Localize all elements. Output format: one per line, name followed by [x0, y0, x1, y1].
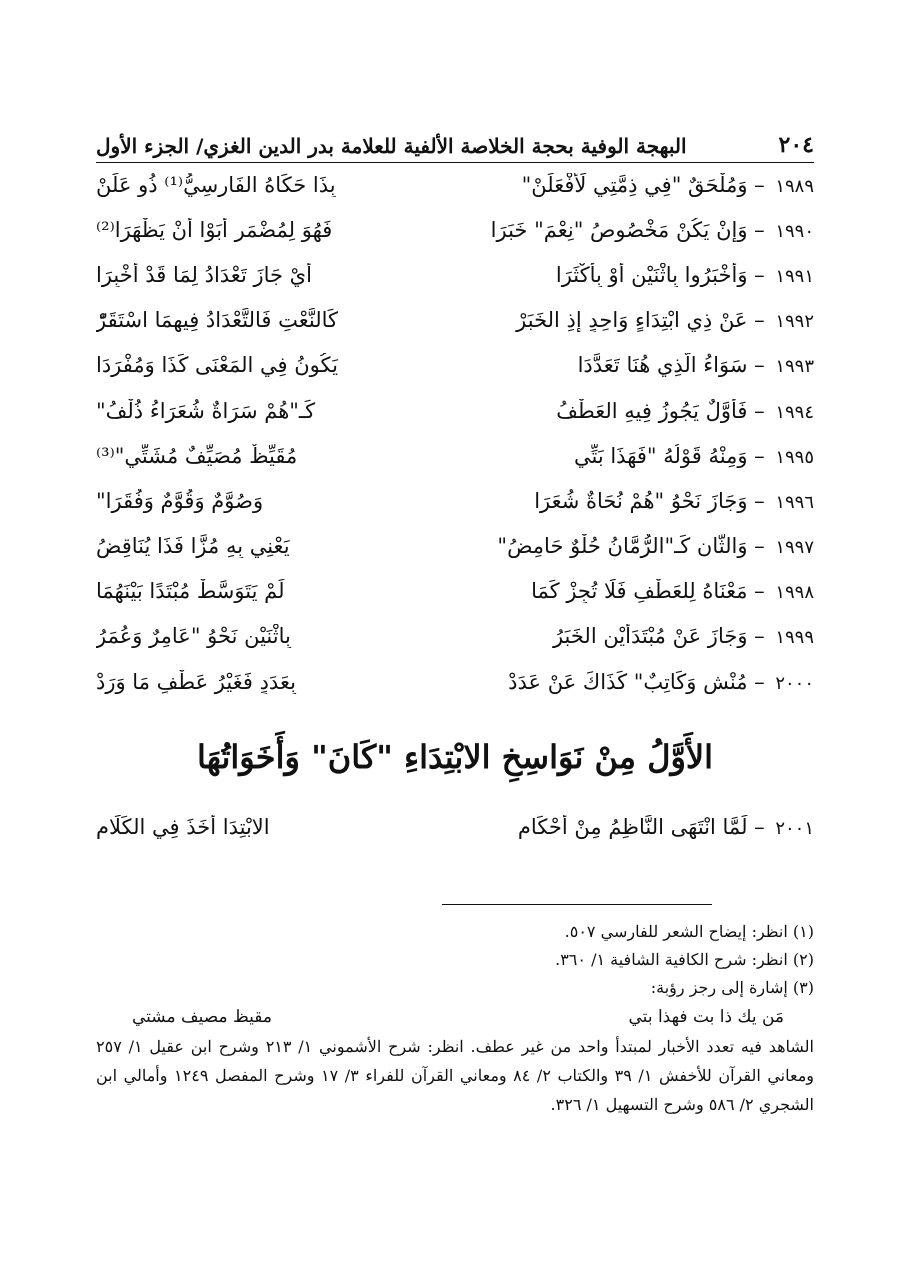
first-hemistich: ١٩٨٩ – وَمُلْحَقٌ "فِي ذِمَّتِي لَأَفْعَلَنْ"	[521, 172, 814, 197]
first-hemistich-text: وَأَخْبَرُوا بِاثْنَيْنِ أَوْ بِأَكْثَرَا	[555, 262, 748, 287]
second-hemistich: الابْتِدَا أَخَذَ فِي الكَلَامِ	[96, 814, 270, 839]
verse-number: ٢٠٠١	[775, 817, 814, 839]
verse-line	[96, 804, 814, 849]
verse-number: ١٩٨٩	[775, 175, 814, 197]
verse-line	[96, 343, 814, 388]
second-hemistich: وَصُوَّمٌ وَقُوَّمٌ وَفُقَرَا"	[96, 488, 264, 513]
verse-line	[96, 207, 814, 252]
second-hemistich: يَكُونُ فِي المَعْنَى كَذَا وَمُفْرَدَا	[96, 353, 338, 378]
page-header	[96, 118, 814, 163]
footnote-2: (٢) انظر: شرح الكافية الشافية ١/ ٣٦٠.	[555, 950, 814, 969]
verse-list	[96, 162, 814, 704]
verse-number: ١٩٩٠	[775, 220, 814, 242]
verse-line	[96, 569, 814, 614]
footnote-divider	[442, 904, 712, 905]
first-hemistich: ١٩٩٧ – وَالثَّانِ كَـ"الرُّمَّانُ حُلْوٌ حَامِضُ"	[497, 534, 814, 559]
first-hemistich-text: عَنْ ذِي ابْتِدَاءٍ وَاحِدٍ إِذِ الخَبَرْ	[516, 308, 748, 333]
first-hemistich-text: فَأَوَّلٌ يَجُوزُ فِيهِ العَطْفُ	[556, 398, 748, 423]
second-hemistich: كَـ"هُمْ سَرَاةٌ شُعَرَاءُ ذُلْفُ"	[96, 398, 316, 423]
second-hemistich: يَعْنِي بِهِ مُزًّا فَذَا يُنَاقِضُ	[96, 534, 290, 559]
verse-line	[96, 659, 814, 704]
verse-line	[96, 162, 814, 207]
first-hemistich-text: وَإِنْ يَكُنْ مَخْصُوصُ "نِعْمَ" خَبَرَا	[490, 217, 748, 242]
first-hemistich: ١٩٩١ – وَأَخْبَرُوا بِاثْنَيْنِ أَوْ بِأَكْثَرَا	[555, 262, 814, 287]
verse-number: ١٩٩٦	[775, 491, 814, 513]
verse-line	[96, 478, 814, 523]
first-hemistich-text: مَعْنَاهُ لِلعَطْفِ فَلَا تُجِزْ كَمَا	[531, 579, 748, 604]
first-hemistich: ١٩٩٩ – وَجَازَ عَنْ مُبْتَدَأَيْنِ الخَبَرُ	[552, 624, 814, 649]
chapter-title: الأَوَّلُ مِنْ نَوَاسِخِ الابْتِدَاءِ "كَانَ" وَأَخَوَاتُهَا	[196, 738, 714, 776]
first-hemistich: ١٩٩٢ – عَنْ ذِي ابْتِدَاءٍ وَاحِدٍ إِذِ الخَبَرْ	[516, 308, 814, 333]
verse-number: ٢٠٠٠	[775, 672, 814, 694]
verse-number: ١٩٩٥	[775, 446, 814, 468]
footnote-3-verse	[96, 1002, 814, 1032]
verse-line	[96, 614, 814, 659]
verse-number: ١٩٩٢	[775, 311, 814, 333]
footnote-3-verse-first: مَن يك ذا بت فهذا بتي	[628, 1007, 784, 1027]
first-hemistich-text: وَمِنْهُ قَوْلُهُ "فَهَذَا بَتِّي	[573, 443, 748, 468]
footnote-3-text: الشاهد فيه تعدد الأخبار لمبتدأ واحد من غير عطف. انظر: شرح الأشموني ١/ ٢١٣ وشرح ابن عقيل ١/ ٢٥٧ ومعاني القرآن للأخفش ١/ ٣٩ والكتاب ٢/ ٨٤ ومعاني القرآن للفراء ٣/ ١٧ وشرح المفصل ١٢٤٩ وأمالي ابن الشجري ٢/ ٥٨٦ وشرح التسهيل ١/ ٣٢٦.	[96, 1037, 814, 1114]
first-hemistich-text: وَمُلْحَقٌ "فِي ذِمَّتِي لَأَفْعَلَنْ"	[521, 172, 748, 197]
first-hemistich: ٢٠٠١ – لَمَّا انْتَهَى النَّاظِمُ مِنْ أَحْكَامِ	[517, 814, 814, 839]
page-number: ٢٠٤	[778, 132, 814, 158]
second-hemistich: بِعَدَدٍ فَغَيْرُ عَطْفٍ مَا وَرَدْ	[96, 669, 296, 694]
first-hemistich: ١٩٩٦ – وَجَازَ نَحْوُ "هُمْ نُحَاةٌ شُعَرَا	[534, 488, 814, 513]
chapter-verse-list	[96, 804, 814, 849]
verse-line	[96, 298, 814, 343]
first-hemistich-text: وَجَازَ عَنْ مُبْتَدَأَيْنِ الخَبَرُ	[552, 624, 748, 649]
verse-number: ١٩٩٧	[775, 537, 814, 559]
second-hemistich: أَيْ جَازَ تَعْدَادُ لِمَا قَدْ أُخْبِرَا	[96, 262, 312, 287]
verse-number: ١٩٩٨	[775, 582, 814, 604]
verse-number: ١٩٩١	[775, 265, 814, 287]
second-hemistich: كَالنَّعْتِ فَالتَّعْدَادُ فِيهِمَا اسْتَقَرّْ	[96, 308, 338, 333]
first-hemistich-text: لَمَّا انْتَهَى النَّاظِمُ مِنْ أَحْكَامِ	[517, 814, 748, 839]
first-hemistich: ٢٠٠٠ – مُنْشٍ وَكَاتِبٌ" كَذَاكَ عَنْ عَدَدْ	[508, 669, 814, 694]
second-hemistich: بِاثْنَيْنِ نَحْوُ "عَامِرٌ وَعُمَرُ	[96, 624, 291, 649]
second-hemistich: بِذَا حَكَاهُ الفَارِسِيُّ⁽¹⁾ ذُو عَلَنْ	[96, 172, 336, 197]
verse-line	[96, 433, 814, 478]
footnote-1: (١) انظر: إيضاح الشعر للفارسي ٥٠٧.	[564, 922, 814, 941]
first-hemistich-text: وَجَازَ نَحْوُ "هُمْ نُحَاةٌ شُعَرَا	[534, 488, 748, 513]
second-hemistich: فَهُوَ لِمُضْمَرٍ أَبَوْا أَنْ يَظْهَرَا⁽²⁾	[96, 217, 333, 242]
second-hemistich: لَمْ يَتَوَسَّطْ مُبْتَدًا بَيْنَهُمَا	[96, 579, 285, 604]
second-hemistich: مُقَيِّظٌ مُصَيِّفٌ مُشَتِّي"⁽³⁾	[96, 443, 298, 468]
first-hemistich-text: مُنْشٍ وَكَاتِبٌ" كَذَاكَ عَنْ عَدَدْ	[508, 669, 748, 694]
first-hemistich: ١٩٩٠ – وَإِنْ يَكُنْ مَخْصُوصُ "نِعْمَ" خَبَرَا	[490, 217, 814, 242]
verse-number: ١٩٩٩	[775, 627, 814, 649]
footnote-3-verse-second: مقيظ مصيف مشتي	[132, 1007, 272, 1027]
verse-line	[96, 388, 814, 433]
verse-number: ١٩٩٣	[775, 356, 814, 378]
first-hemistich: ١٩٩٤ – فَأَوَّلٌ يَجُوزُ فِيهِ العَطْفُ	[556, 398, 814, 423]
first-hemistich: ١٩٩٣ – سَوَاءُ الَّذِي هُنَا تَعَدَّدَا	[577, 353, 814, 378]
verse-number: ١٩٩٤	[775, 401, 814, 423]
first-hemistich: ١٩٩٥ – وَمِنْهُ قَوْلُهُ "فَهَذَا بَتِّي	[573, 443, 814, 468]
verse-line	[96, 524, 814, 569]
first-hemistich: ١٩٩٨ – مَعْنَاهُ لِلعَطْفِ فَلَا تُجِزْ كَمَا	[531, 579, 814, 604]
first-hemistich-text: وَالثَّانِ كَـ"الرُّمَّانُ حُلْوٌ حَامِضُ"	[497, 534, 748, 559]
footnote-3-intro: (٣) إشارة إلى رجز رؤبة:	[650, 978, 814, 997]
footnotes	[96, 918, 814, 1119]
verse-line	[96, 252, 814, 297]
first-hemistich-text: سَوَاءُ الَّذِي هُنَا تَعَدَّدَا	[577, 353, 748, 378]
running-title: البهجة الوفية بحجة الخلاصة الألفية للعلامة بدر الدين الغزي/ الجزء الأول	[96, 134, 687, 158]
